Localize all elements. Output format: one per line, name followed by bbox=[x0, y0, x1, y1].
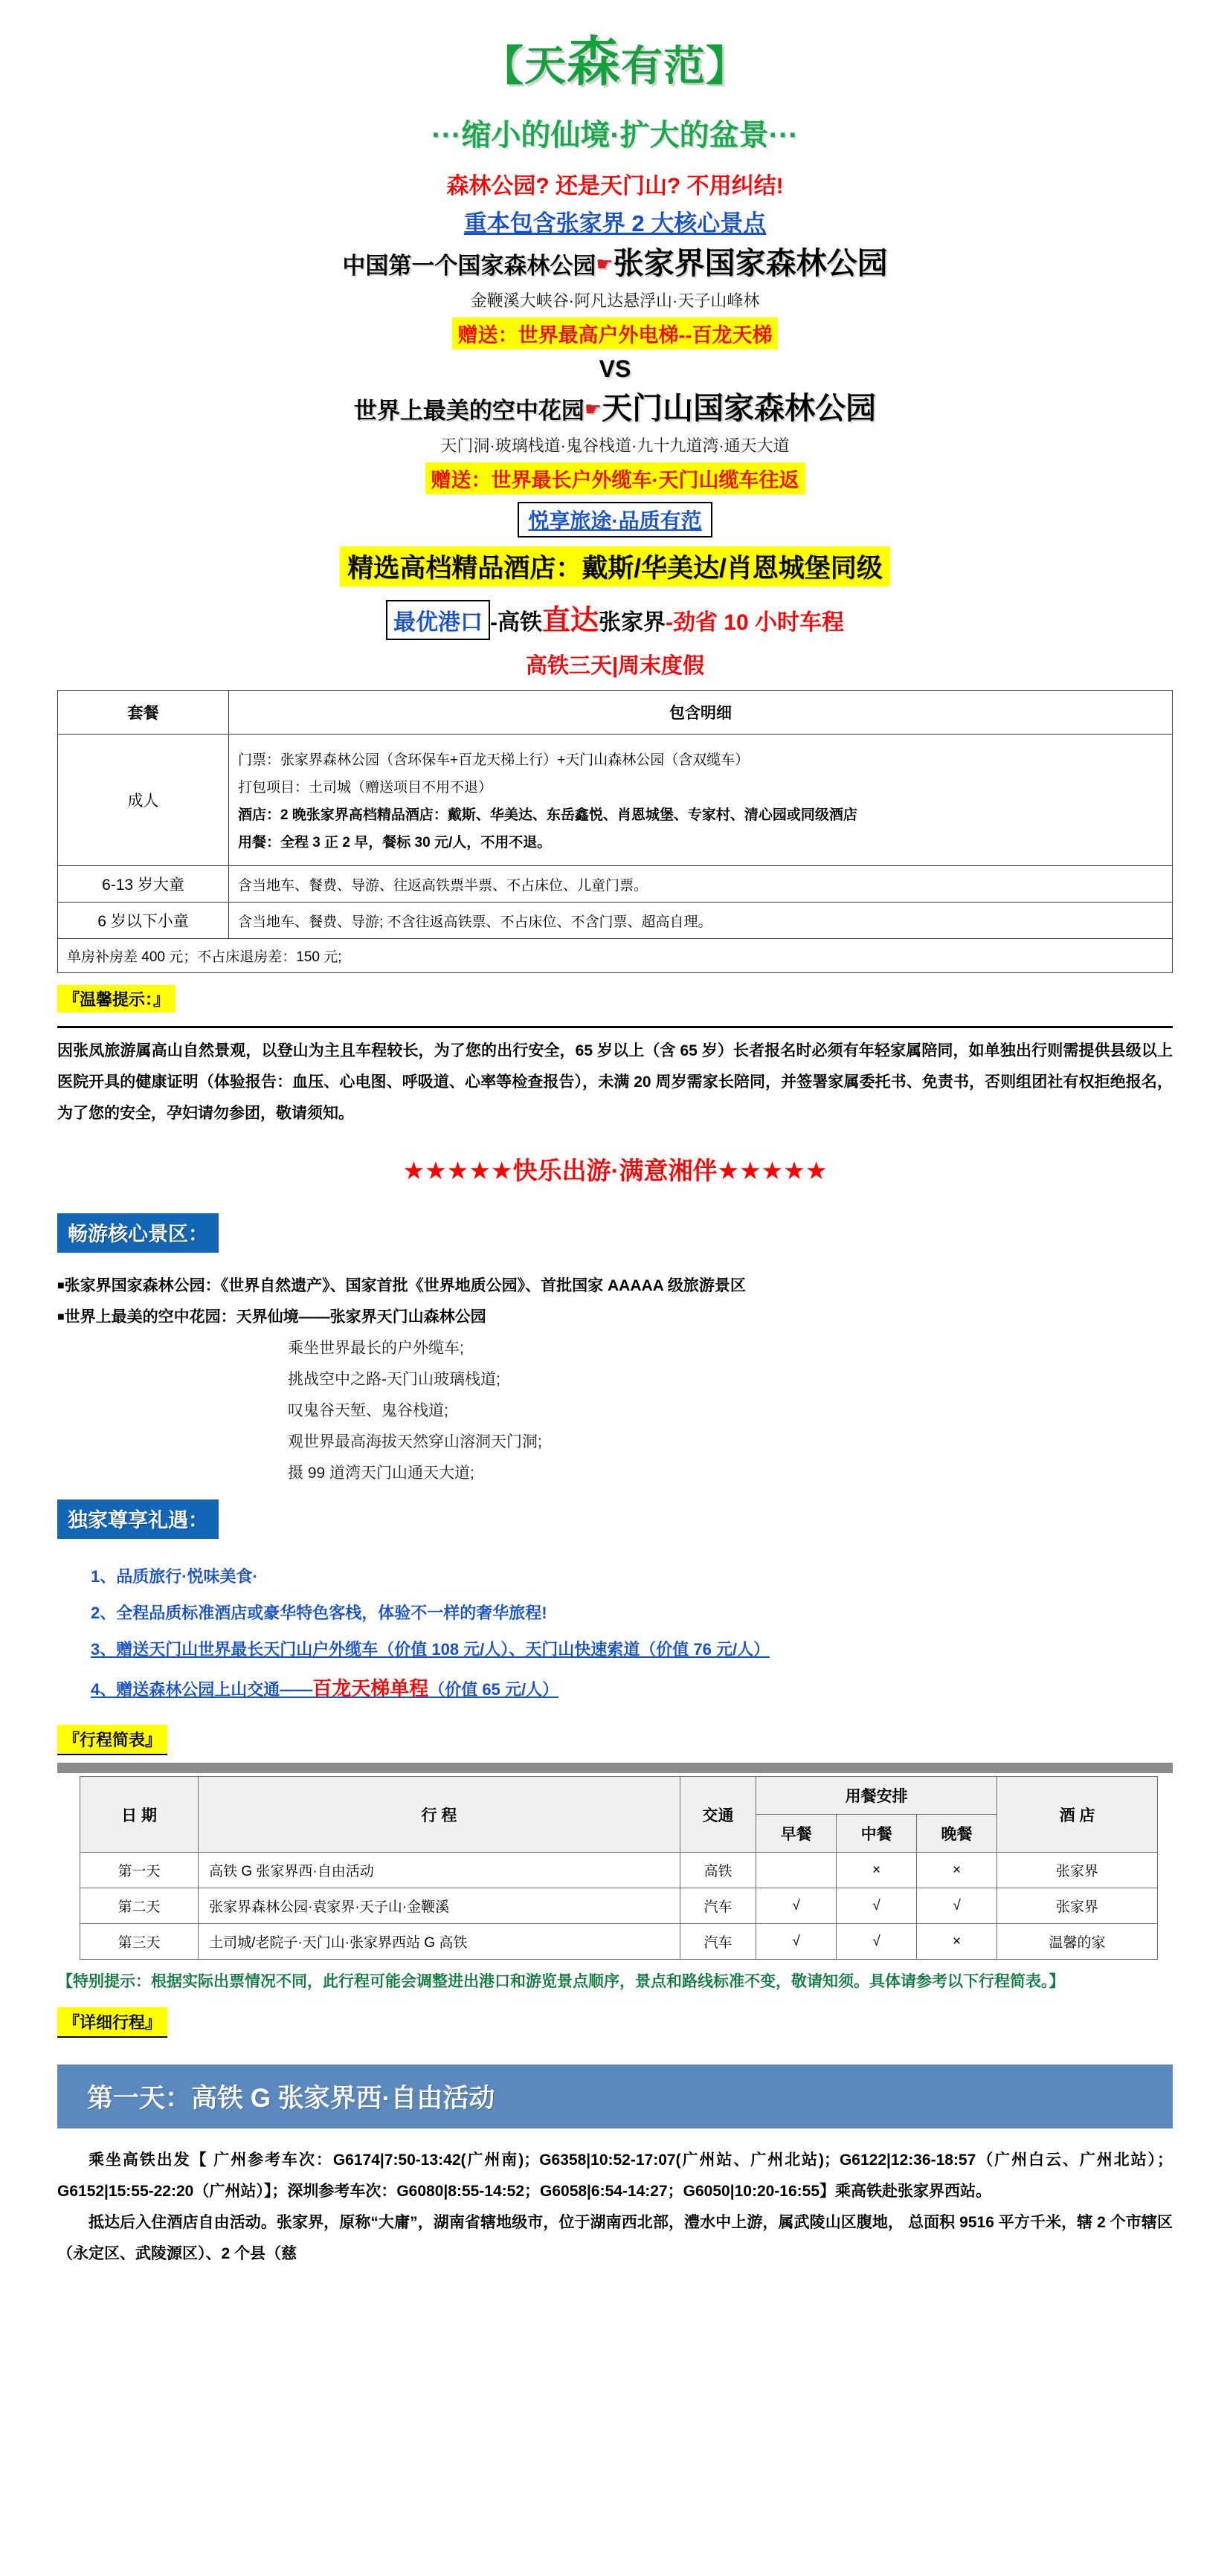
core-spots-claim: 重本包含张家界 2 大核心景点 bbox=[463, 210, 767, 237]
core-item-text: 世界上最美的空中花园：天界仙境——张家界天门山森林公园 bbox=[64, 1308, 486, 1326]
package-row-infant-name: 6 岁以下小童 bbox=[58, 903, 229, 939]
day-one-paragraph-two: 抵达后入住酒店自由活动。张家界，原称“大庸”，湖南省辖地级市，位于湖南西北部，澧水中上游，属武陵山区腹地， 总面积 9516 平方千米，辖 2 个市辖区（永定区、武陵源区）、2 个县（慈 bbox=[57, 2213, 1173, 2262]
core-item-text: 张家界国家森林公园：《世界自然遗产》、国家首批《世界地质公园》、首批国家 AAAAA 级旅游景区 bbox=[64, 1277, 746, 1294]
itin-hotel: 温馨的家 bbox=[997, 1924, 1158, 1960]
itin-breakfast bbox=[756, 1853, 837, 1888]
package-table-header-row bbox=[58, 691, 1173, 735]
privilege-item-four bbox=[91, 1673, 1173, 1701]
itin-hotel: 张家界 bbox=[997, 1853, 1158, 1888]
park-two-prefix: 世界上最美的空中花园 bbox=[353, 398, 585, 425]
park-one-gift: 赠送：世界最高户外电梯--百龙天梯 bbox=[452, 317, 779, 349]
table-row bbox=[58, 903, 1173, 939]
itin-traffic: 汽车 bbox=[680, 1888, 756, 1924]
itin-lunch: × bbox=[837, 1853, 917, 1888]
best-port-badge: 最优港口 bbox=[386, 600, 490, 640]
itin-route: 土司城/老院子·天门山·张家界西站 G 高铁 bbox=[199, 1924, 680, 1960]
itinerary-header-row-1 bbox=[80, 1777, 1158, 1815]
table-row bbox=[80, 1888, 1158, 1924]
itin-breakfast: √ bbox=[756, 1924, 837, 1960]
park-one-gift-row bbox=[0, 317, 1230, 349]
park-two-gift: 赠送：世界最长户外缆车·天门山缆车往返 bbox=[425, 462, 805, 494]
park-two-gift-row bbox=[0, 462, 1230, 494]
package-table-wrap bbox=[57, 690, 1173, 2045]
port-mid-one: -高铁 bbox=[489, 610, 542, 635]
park-two-name: 天门山国家森林公园 bbox=[602, 391, 877, 426]
park-two-spots: 天门洞·玻璃栈道·鬼谷栈道·九十九道湾·通天大道 bbox=[440, 436, 790, 455]
itin-date: 第一天 bbox=[80, 1853, 199, 1888]
itin-breakfast: √ bbox=[756, 1888, 837, 1924]
itin-col-lunch: 中餐 bbox=[837, 1815, 917, 1853]
itin-date: 第三天 bbox=[80, 1924, 199, 1960]
hotel-highlight: 精选高档精品酒店：戴斯/华美达/肖恩城堡同级 bbox=[340, 546, 889, 587]
vs-divider: VS bbox=[599, 355, 631, 383]
day-one-banner: 第一天：高铁 G 张家界西·自由活动 bbox=[57, 2065, 1173, 2128]
brand-big-char: 森 bbox=[566, 33, 621, 92]
package-row-infant-detail: 含当地车、餐费、导游; 不含往返高铁票、不占床位、不含门票、超高自理。 bbox=[229, 903, 1173, 939]
core-item bbox=[57, 1274, 1173, 1296]
table-row bbox=[58, 866, 1173, 903]
day-one-paragraph-one: 乘坐高铁出发【 广州参考车次：G6174|7:50-13:42(广州南)；G6358|10:52-17:07(广州站、广州北站)；G6122|12:36-18:57（广州白云、广州北站）；G6152|15:55-22:20（广州站）】；深圳参考车次：G6080|8:55-14:52；G6058|6:54-14:27；G6050|10:20-16:55】乘高铁赴张家界西站。 bbox=[57, 2151, 1173, 2200]
park-two-heading bbox=[0, 392, 1230, 426]
core-item bbox=[57, 1305, 1173, 1327]
itin-col-date: 日 期 bbox=[80, 1777, 199, 1853]
weekend-tagline: 高铁三天|周末度假 bbox=[525, 654, 705, 678]
itin-route: 高铁 G 张家界西·自由活动 bbox=[199, 1853, 680, 1888]
stars-slogan: ★★★★★快乐出游·满意湘伴★★★★★ bbox=[402, 1157, 828, 1184]
table-row bbox=[58, 939, 1173, 973]
itin-col-hotel: 酒 店 bbox=[997, 1777, 1158, 1853]
core-sub-item: 观世界最高海拔天然穿山溶洞天门洞; bbox=[288, 1433, 542, 1450]
hotel-highlight-row bbox=[0, 546, 1230, 587]
package-detail-line: 用餐：全程 3 正 2 早，餐标 30 元/人，不用不退。 bbox=[238, 835, 552, 850]
park-one-spots: 金鞭溪大峡谷·阿凡达悬浮山·天子山峰林 bbox=[470, 291, 760, 311]
privilege-four-prefix: 4、赠送森林公园上山交通—— bbox=[91, 1680, 313, 1699]
itin-dinner: × bbox=[917, 1924, 997, 1960]
privilege-item: 1、品质旅行·悦味美食· bbox=[91, 1567, 258, 1586]
core-sub-item: 挑战空中之路-天门山玻璃栈道; bbox=[288, 1371, 500, 1388]
package-col-name: 套餐 bbox=[58, 691, 229, 735]
package-detail-line: 酒店：2 晚张家界高档精品酒店：戴斯、华美达、东岳鑫悦、肖恩城堡、专家村、清心园或同级酒店 bbox=[238, 807, 857, 823]
privilege-item: 2、全程品质标准酒店或豪华特色客栈，体验不一样的奢华旅程! bbox=[91, 1604, 547, 1622]
page-title bbox=[0, 0, 1230, 92]
table-row bbox=[58, 735, 1173, 866]
port-mid-two: 张家界 bbox=[598, 610, 666, 635]
privilege-item: 3、赠送天门山世界最长天门山户外缆车（价值 108 元/人）、天门山快速索道（价值 76 元/人） bbox=[91, 1640, 770, 1659]
park-one-prefix: 中国第一个国家森林公园 bbox=[342, 253, 596, 280]
table-row bbox=[80, 1924, 1158, 1960]
single-room-note: 单房补房差 400 元；不占床退房差：150 元; bbox=[58, 939, 1173, 973]
itin-route: 张家界森林公园·袁家界·天子山·金鞭溪 bbox=[199, 1888, 680, 1924]
itinerary-summary-section bbox=[57, 1714, 1173, 2045]
slogan-boxed-row bbox=[0, 502, 1230, 538]
itinerary-table-topbar bbox=[57, 1763, 1173, 1773]
package-row-adult-detail bbox=[229, 735, 1173, 866]
day-one-body-wrap bbox=[57, 2145, 1173, 2270]
core-section bbox=[57, 1206, 1173, 1483]
itin-col-breakfast: 早餐 bbox=[756, 1815, 837, 1853]
itin-dinner: √ bbox=[917, 1888, 997, 1924]
core-section-badge: 畅游核心景区： bbox=[57, 1213, 219, 1253]
itin-col-traffic: 交通 bbox=[680, 1777, 756, 1853]
package-detail-line: 打包项目：土司城（赠送项目不用不退） bbox=[238, 780, 493, 795]
package-row-child-detail: 含当地车、餐费、导游、往返高铁票半票、不占床位、儿童门票。 bbox=[229, 866, 1173, 903]
privilege-four-red: 百龙天梯单程 bbox=[312, 1677, 429, 1699]
slogan-boxed: 悦享旅途·品质有范 bbox=[518, 502, 712, 538]
port-line bbox=[0, 597, 1230, 640]
itin-date: 第二天 bbox=[80, 1888, 199, 1924]
pointing-hand-icon: ☛ bbox=[596, 253, 614, 276]
brand-prefix: 【天 bbox=[481, 42, 567, 89]
itin-lunch: √ bbox=[837, 1888, 917, 1924]
tagline: ···缩小的仙境·扩大的盆景··· bbox=[431, 119, 799, 152]
itin-traffic: 汽车 bbox=[680, 1924, 756, 1960]
privilege-four-suffix: （价值 65 元/人） bbox=[428, 1680, 559, 1699]
package-detail-line: 门票：张家界森林公园（含环保车+百龙天梯上行）+天门山森林公园（含双缆车） bbox=[238, 752, 750, 768]
warm-tips-badge: 『温馨提示：』 bbox=[57, 985, 176, 1013]
detail-itinerary-badge: 『详细行程』 bbox=[57, 2007, 167, 2038]
special-note: 【特别提示：根据实际出票情况不同，此行程可能会调整进出港口和游览景点顺序，景点和路线标准不变，敬请知须。具体请参考以下行程简表。】 bbox=[57, 1973, 1065, 1990]
warm-tips-body: 因张凤旅游属高山自然景观，以登山为主且车程较长，为了您的出行安全，65 岁以上（含 65 岁）长者报名时必须有年轻家属陪同，如单独出行则需提供县级以上医院开具的健康证明（体验报告：血压、心电图、呼吸道、心率等检查报告），未满 20 周岁需家长陪同，并签署家属委托书、免责书，否则组团社有权拒绝报名，为了您的安全，孕妇请勿参团，敬请须知。 bbox=[57, 1042, 1173, 1122]
privileges-section bbox=[57, 1492, 1173, 1701]
port-direct: 直达 bbox=[541, 605, 599, 636]
core-sub-item: 乘坐世界最长的户外缆车; bbox=[288, 1340, 464, 1357]
pointing-hand-icon-2: ☛ bbox=[584, 398, 602, 421]
square-bullet-icon: ■ bbox=[57, 1279, 65, 1292]
port-saving: -劲省 10 小时车程 bbox=[665, 610, 845, 635]
red-question-line: 森林公园? 还是天门山? 不用纠结! bbox=[446, 174, 784, 199]
core-sub-item: 叹鬼谷天堑、鬼谷栈道; bbox=[288, 1402, 448, 1419]
itin-col-dinner: 晚餐 bbox=[917, 1815, 997, 1853]
brand-suffix: 有范】 bbox=[621, 42, 748, 89]
park-one-heading bbox=[0, 247, 1230, 281]
square-bullet-icon: ■ bbox=[57, 1311, 65, 1323]
package-table bbox=[57, 690, 1173, 973]
park-one-name: 张家界国家森林公园 bbox=[613, 246, 888, 281]
package-row-child-name: 6-13 岁大童 bbox=[58, 866, 229, 903]
itin-col-meals: 用餐安排 bbox=[756, 1777, 997, 1815]
privileges-badge: 独家尊享礼遇： bbox=[57, 1500, 219, 1539]
itin-dinner: × bbox=[917, 1853, 997, 1888]
warm-tips-badge-row bbox=[57, 985, 1173, 1013]
core-sub-item: 摄 99 道湾天门山通天大道; bbox=[288, 1465, 474, 1482]
table-row bbox=[80, 1853, 1158, 1888]
itin-hotel: 张家界 bbox=[997, 1888, 1158, 1924]
itinerary-table bbox=[80, 1776, 1158, 1960]
package-row-adult-name: 成人 bbox=[58, 735, 229, 866]
itin-lunch: √ bbox=[837, 1924, 917, 1960]
itin-col-route: 行 程 bbox=[199, 1777, 680, 1853]
package-col-detail: 包含明细 bbox=[229, 691, 1173, 735]
itin-traffic: 高铁 bbox=[680, 1853, 756, 1888]
divider bbox=[57, 1026, 1173, 1028]
itinerary-badge: 『行程简表』 bbox=[57, 1725, 167, 1755]
